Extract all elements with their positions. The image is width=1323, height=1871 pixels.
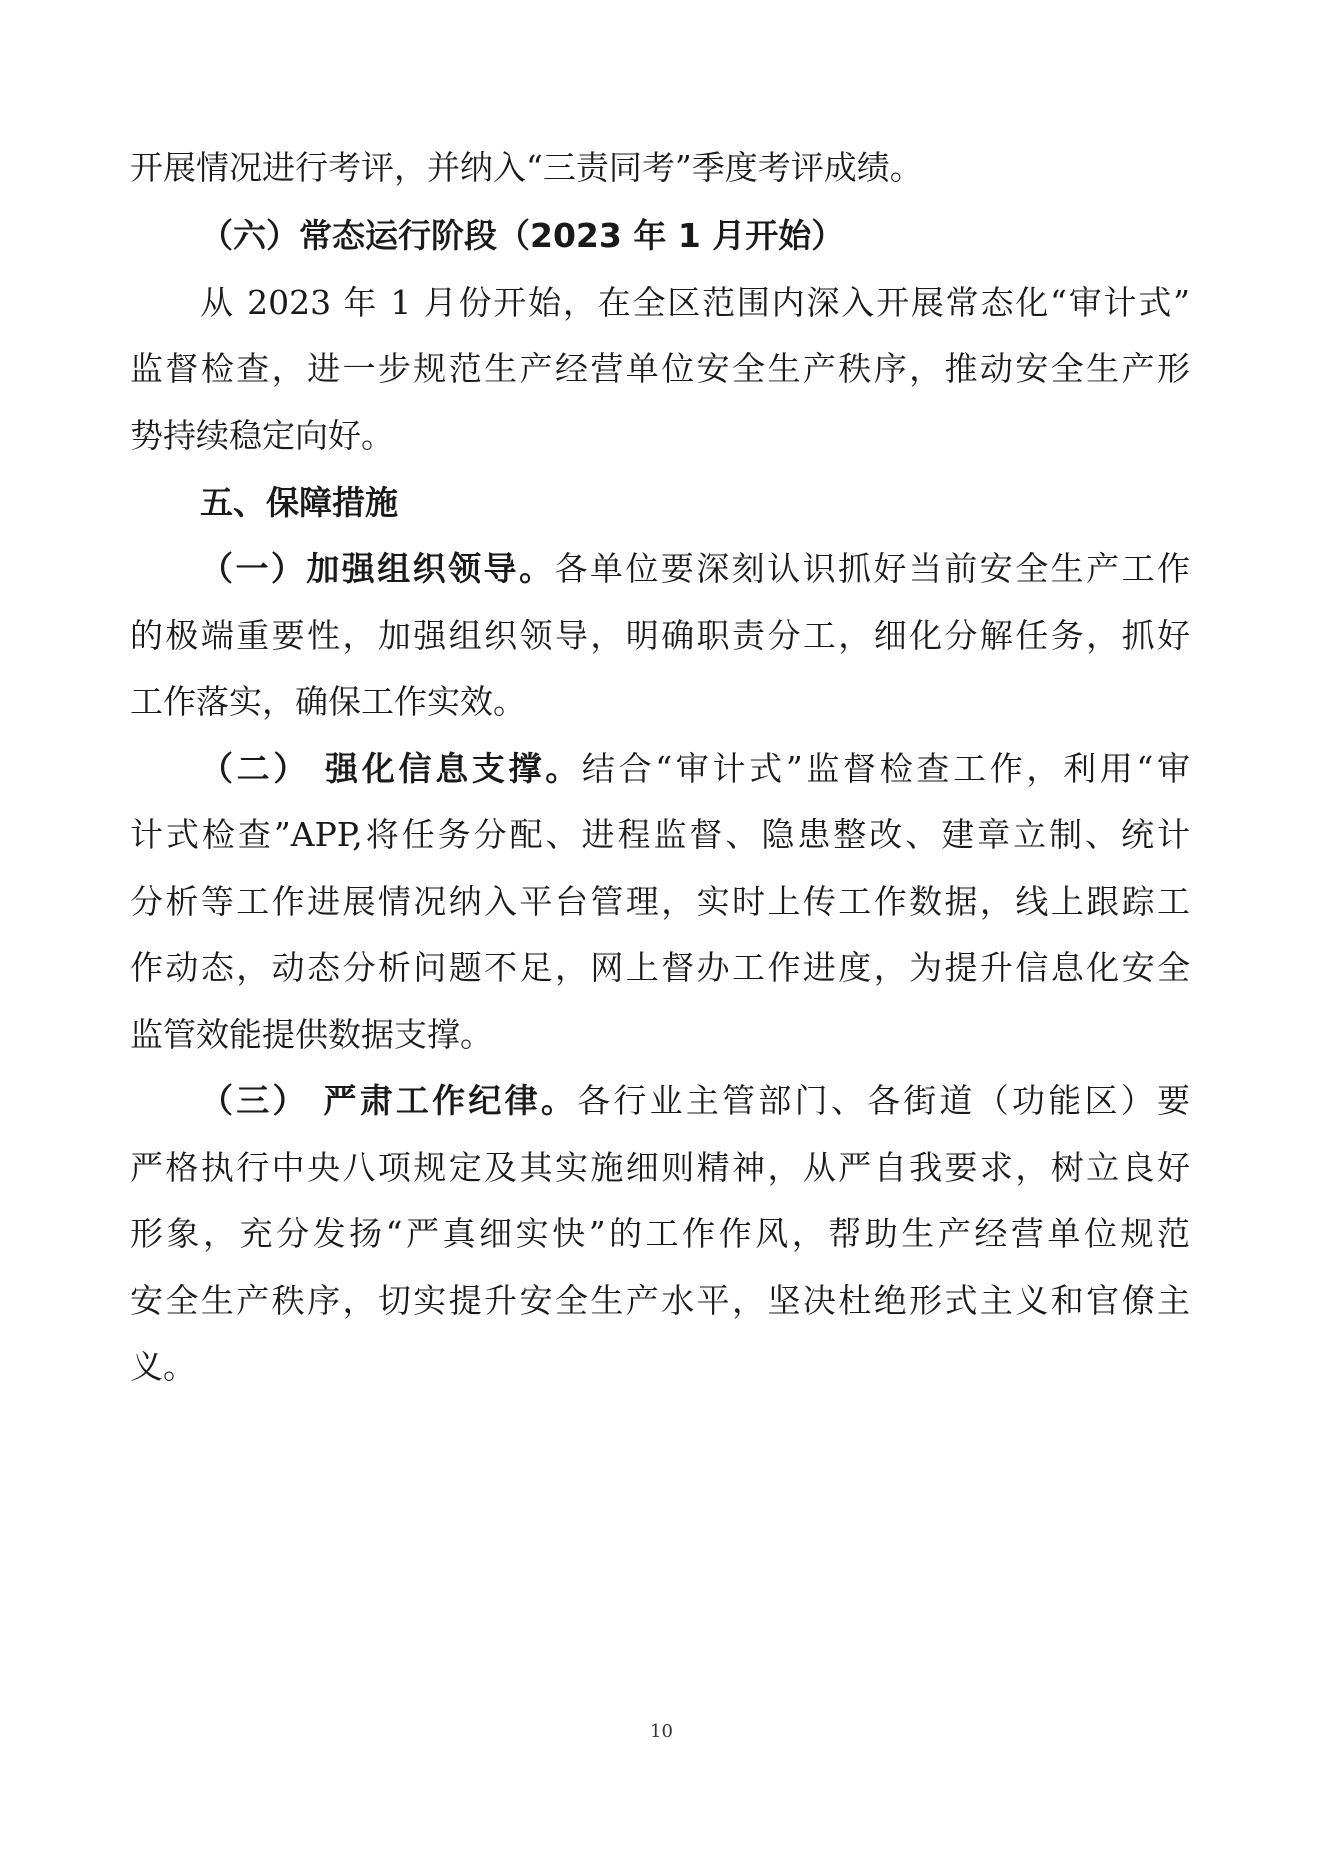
body-text: 各行业主管部门、各街道（功能区）要 xyxy=(577,1081,1190,1120)
body-text: 义。 xyxy=(130,1347,196,1386)
body-line xyxy=(130,1279,1190,1323)
body-text: 形象，充分发扬“严真细实快”的工作作风，帮助生产经营单位规范 xyxy=(130,1214,1190,1253)
body-text: 监管效能提供数据支撑。 xyxy=(130,1015,493,1054)
body-text: 安全生产秩序，切实提升安全生产水平，坚决杜绝形式主义和官僚主 xyxy=(130,1281,1190,1320)
body-text: 的极端重要性，加强组织领导，明确职责分工，细化分解任务，抓好 xyxy=(130,616,1190,655)
body-line xyxy=(130,1212,1190,1256)
body-line xyxy=(200,281,1190,325)
body-line xyxy=(130,1013,1190,1057)
body-line xyxy=(200,747,1190,791)
body-text: 各单位要深刻认识抓好当前安全生产工作 xyxy=(554,549,1190,588)
body-line xyxy=(130,880,1190,924)
page-number: 10 xyxy=(650,1721,673,1742)
body-line xyxy=(130,146,1190,190)
body-text: 势持续稳定向好。 xyxy=(130,416,394,455)
section-heading xyxy=(200,481,1190,525)
body-line xyxy=(130,813,1190,857)
body-text: 作动态，动态分析问题不足，网上督办工作进度，为提升信息化安全 xyxy=(130,948,1190,987)
body-line xyxy=(130,347,1190,391)
body-line xyxy=(130,680,1190,724)
subsection-heading-text: （六）常态运行阶段（2023 年 1 月开始） xyxy=(200,216,845,255)
body-line xyxy=(130,946,1190,990)
body-line xyxy=(130,1345,1190,1389)
body-text: 严格执行中央八项规定及其实施细则精神，从严自我要求，树立良好 xyxy=(130,1148,1190,1187)
body-line xyxy=(130,614,1190,658)
body-line xyxy=(200,1079,1190,1123)
subsection-heading xyxy=(200,214,1190,258)
measure-title: （二） 强化信息支撑。 xyxy=(200,749,582,788)
body-text: 分析等工作进展情况纳入平台管理，实时上传工作数据，线上跟踪工 xyxy=(130,882,1190,921)
body-text: 结合“审计式”监督检查工作，利用“审 xyxy=(581,749,1190,788)
body-line xyxy=(200,547,1190,591)
measure-title: （三） 严肃工作纪律。 xyxy=(200,1081,578,1120)
body-text: 工作落实，确保工作实效。 xyxy=(130,682,526,721)
body-text: 从 2023 年 1 月份开始，在全区范围内深入开展常态化“审计式” xyxy=(200,283,1190,322)
measure-title: （一）加强组织领导。 xyxy=(200,549,555,588)
body-line xyxy=(130,414,1190,458)
body-text: 计式检查”APP,将任务分配、进程监督、隐患整改、建章立制、统计 xyxy=(130,815,1190,854)
body-line xyxy=(130,1146,1190,1190)
body-text: 监督检查，进一步规范生产经营单位安全生产秩序，推动安全生产形 xyxy=(130,349,1190,388)
section-heading-text: 五、保障措施 xyxy=(200,483,398,522)
body-text: 开展情况进行考评，并纳入“三责同考”季度考评成绩。 xyxy=(130,148,923,187)
